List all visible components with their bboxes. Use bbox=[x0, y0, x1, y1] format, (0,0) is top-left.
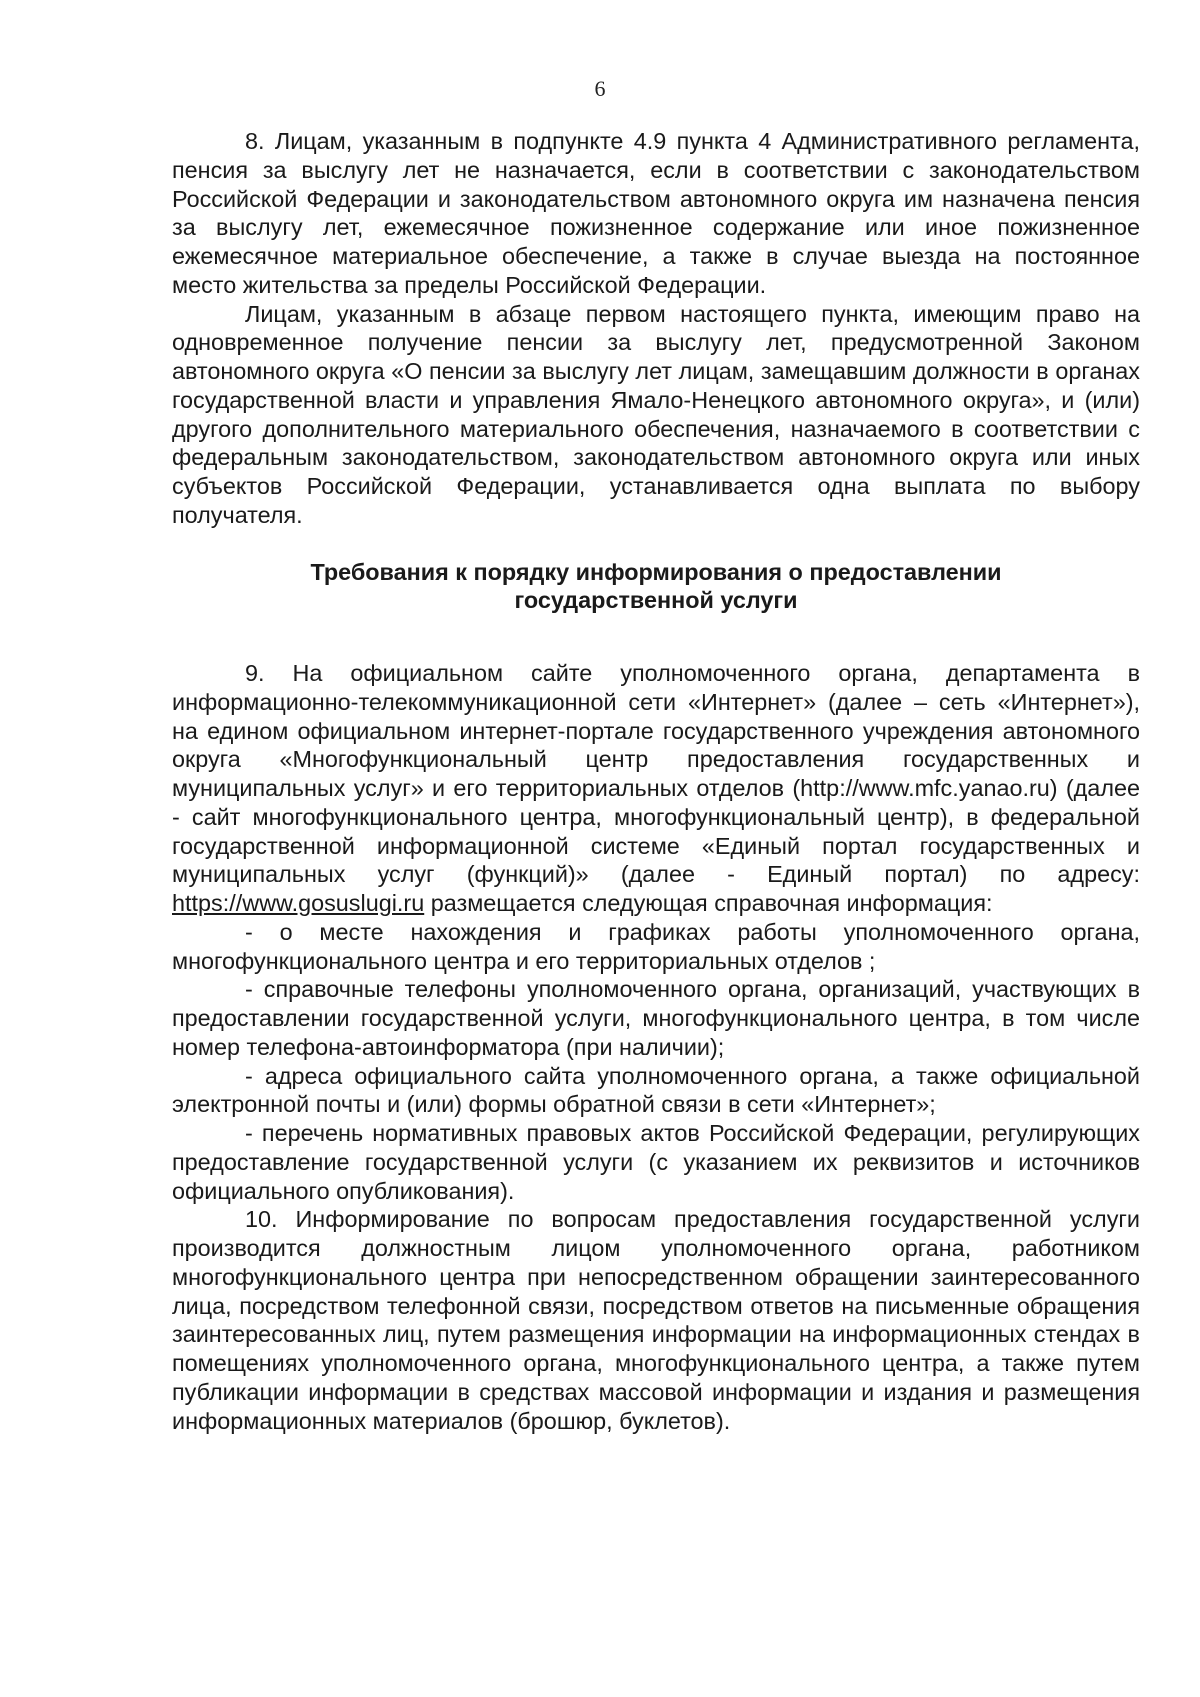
paragraph-8: 8. Лицам, указанным в подпункте 4.9 пункта 4 Административного регламента, пенсия за выслугу лет не назначается, если в соответствии с законодательством Российской Федерации и законодательством автономного округа им назначена пенсия за выслугу лет, ежемесячное пожизненное содержание или иное пожизненное ежемесячное материальное обеспечение, а также в случае выезда на постоянное место жительства за пределы Российской Федерации. bbox=[172, 128, 1140, 298]
paragraph-8-second: Лицам, указанным в абзаце первом настоящего пункта, имеющим право на одновременное получение пенсии за выслугу лет, предусмотренной Законом автономного округа «О пенсии за выслугу лет лицам, замещавшим должности в органах государственной власти и управления Ямало-Ненецкого автономного округа», и (или) другого дополнительного материального обеспечения, назначаемого в соответствии с федеральным законодательством, законодательством автономного округа или иных субъектов Российской Федерации, устанавливается одна выплата по выбору получателя. bbox=[172, 300, 1140, 528]
page-number: 6 bbox=[594, 76, 606, 101]
paragraph-9-text: 9. На официальном сайте уполномоченного органа, департамента в информационно-телекоммуникационной сети «Интернет» (далее – сеть «Интернет»), на едином официальном интернет-портале государственного учреждения автономного округа «Многофункциональный центр предоставления государственных и муниципальных услуг» и его территориальных отделов (http://www.mfc.yanao.ru) (далее - сайт многофункционального центра, многофункциональный центр), в федеральной государственной информационной системе «Единый портал государственных и муниципальных услуг (функций)» (далее - Единый портал) по адресу: bbox=[172, 660, 1140, 888]
list-item-phones: - справочные телефоны уполномоченного органа, организаций, участвующих в предоставлении государственной услуги, многофункционального центра, в том числе номер телефона-автоинформатора (при наличии); bbox=[172, 976, 1140, 1060]
list-item-addresses: - адреса официального сайта уполномоченного органа, а также официальной электронной почты и (или) формы обратной связи в сети «Интернет»; bbox=[172, 1062, 1140, 1118]
paragraph-9 bbox=[172, 659, 1140, 918]
document-body bbox=[172, 127, 1140, 1435]
list-item-location: - о месте нахождения и графиках работы уполномоченного органа, многофункционального центра и его территориальных отделов ; bbox=[172, 918, 1140, 974]
section-heading-line-2: государственной услуги bbox=[514, 587, 798, 614]
section-heading bbox=[172, 558, 1140, 616]
paragraph-9-text-end: размещается следующая справочная информация: bbox=[424, 890, 993, 916]
gosuslugi-link[interactable]: https://www.gosuslugi.ru bbox=[172, 890, 425, 916]
section-heading-line-1: Требования к порядку информирования о предоставлении bbox=[310, 558, 1002, 585]
paragraph-10: 10. Информирование по вопросам предоставления государственной услуги производится должностным лицом уполномоченного органа, работником многофункционального центра при непосредственном обращении заинтересованного лица, посредством телефонной связи, посредством ответов на письменные обращения заинтересованных лиц, путем размещения информации на информационных стендах в помещениях уполномоченного органа, многофункционального центра, а также путем публикации информации в средствах массовой информации и издания и размещения информационных материалов (брошюр, буклетов). bbox=[172, 1206, 1140, 1434]
list-item-legal-acts: - перечень нормативных правовых актов Российской Федерации, регулирующих предоставление государственной услуги (с указанием их реквизитов и источников официального опубликования). bbox=[172, 1120, 1140, 1204]
